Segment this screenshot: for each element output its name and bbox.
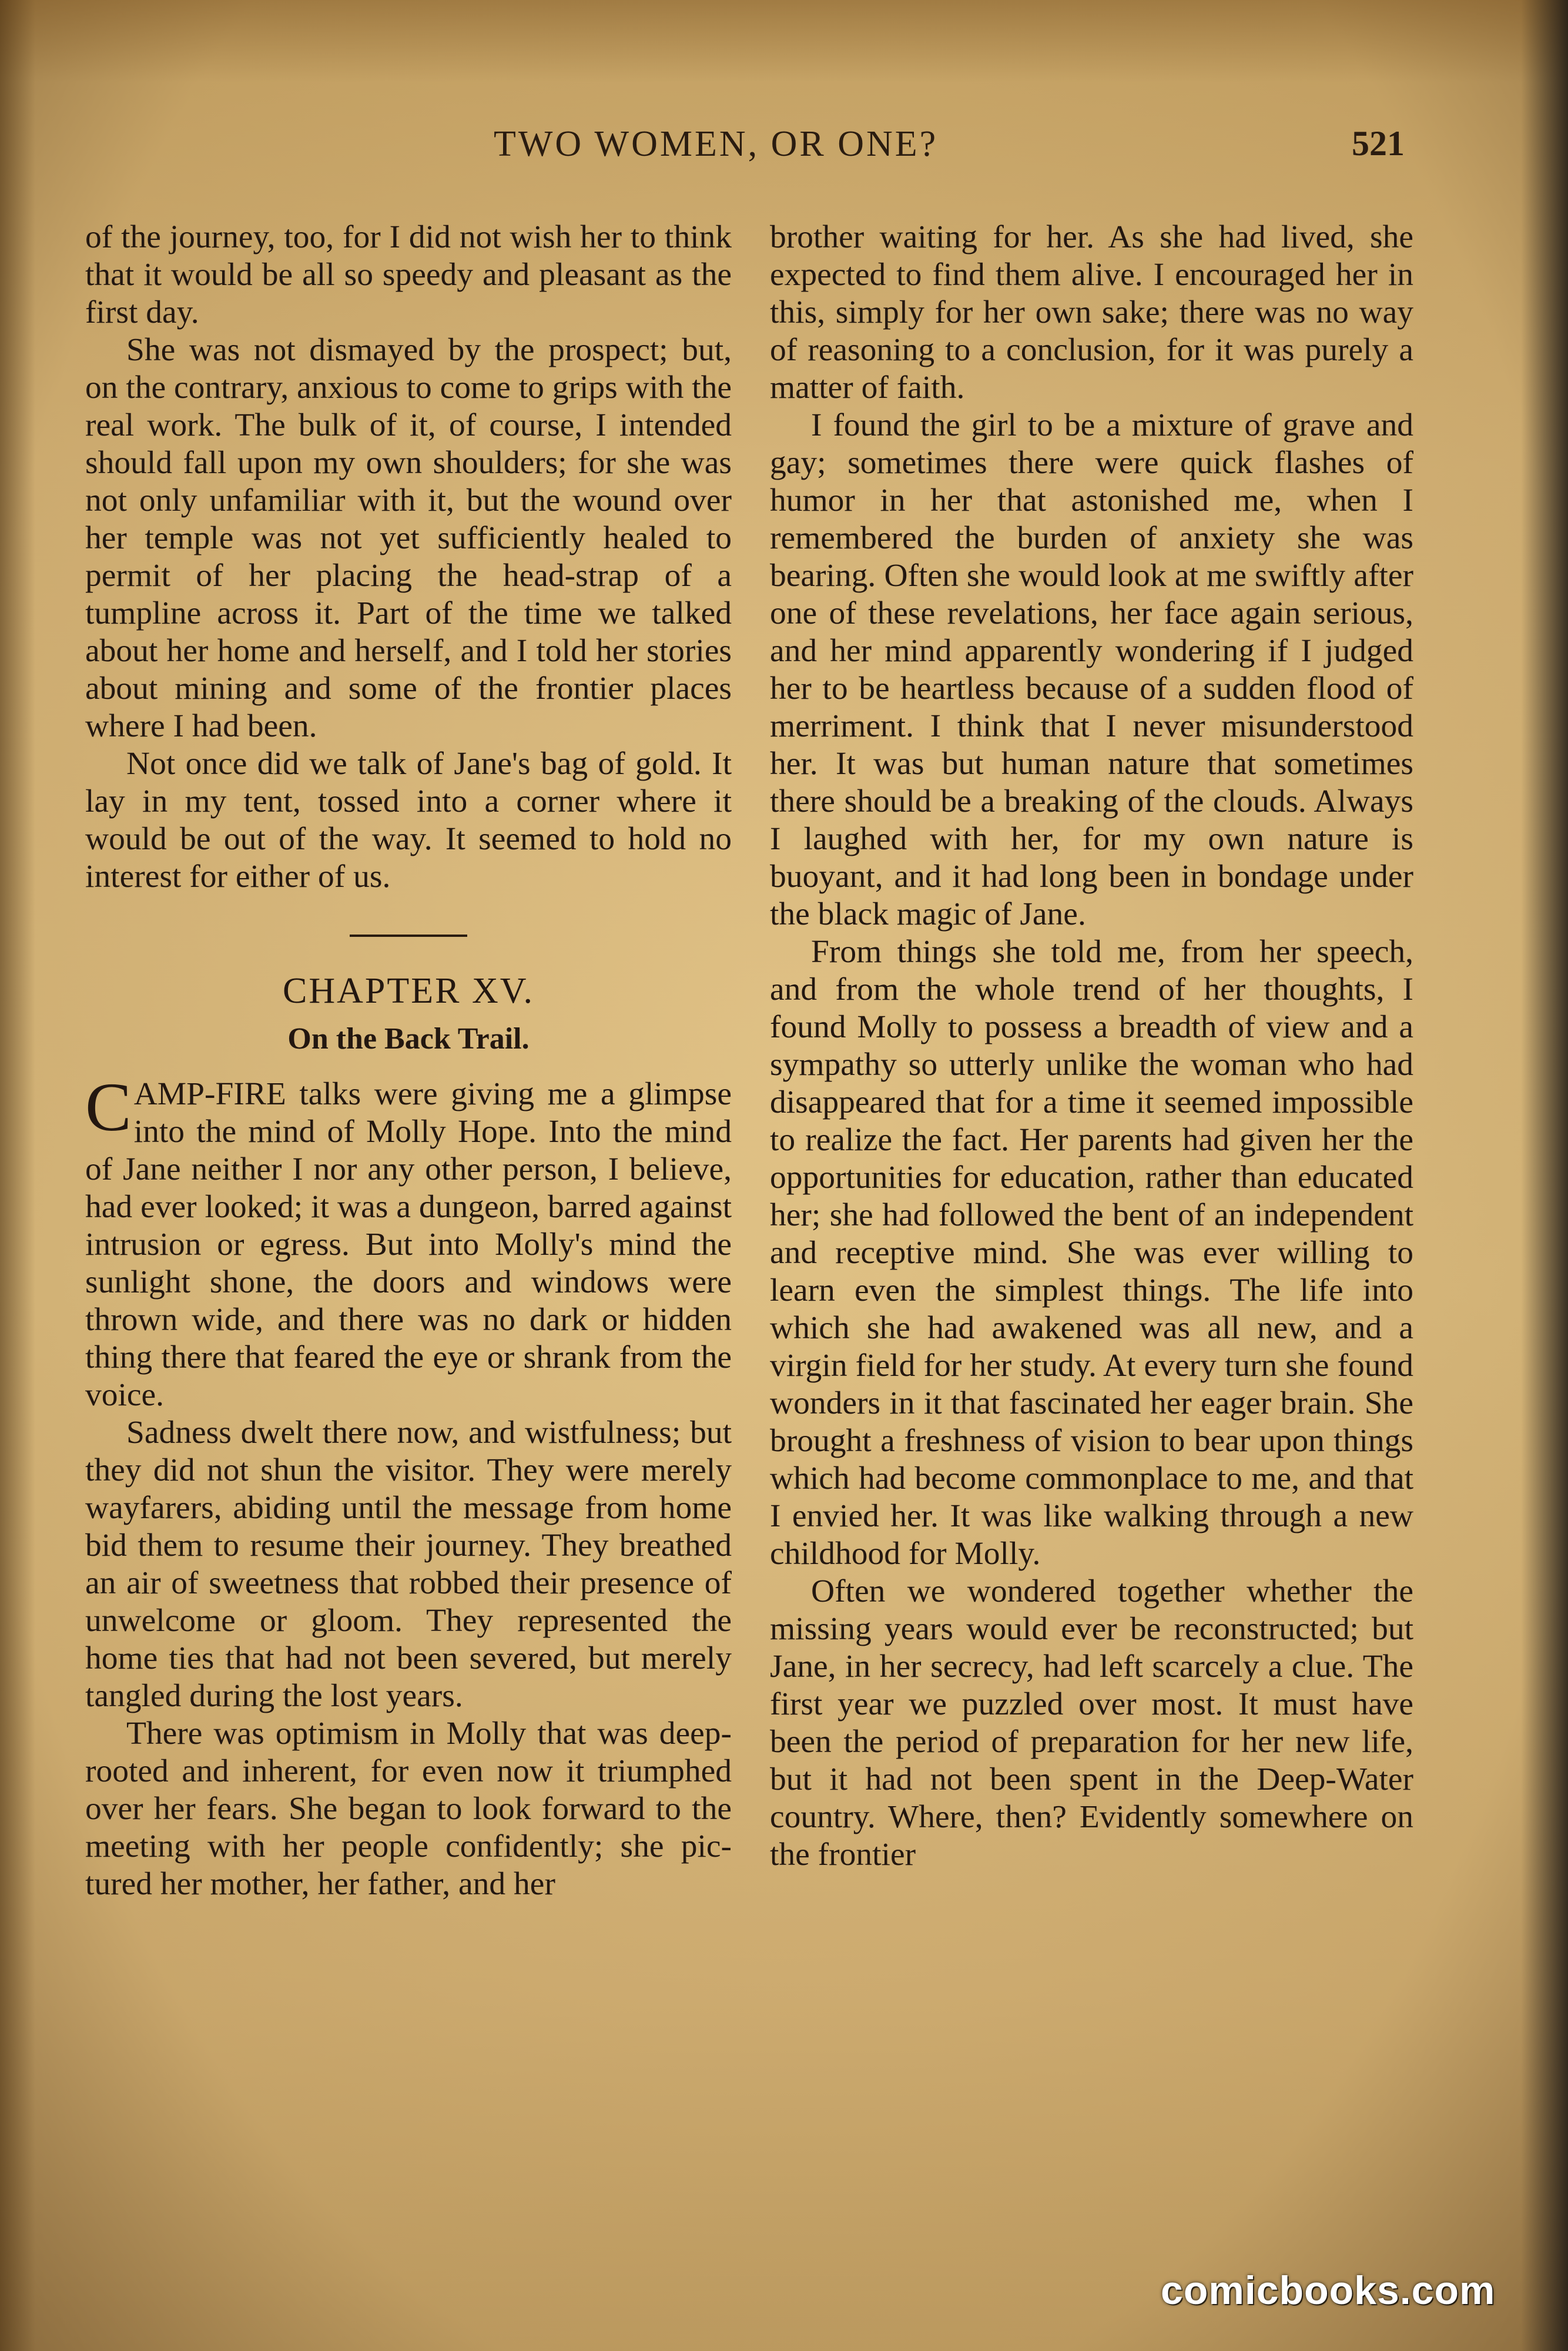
paragraph: Often we wondered together whether the missing years would ever be reconstructed; but Jane, in her secrecy, had left scarcely a clue. The first year we puzzled over most. It must have been the period of preparation for her new life, but it had not been spent in the Deep-Water country. Where, then? Evidently somewhere on the frontier <box>770 1573 1413 1873</box>
drop-cap: C <box>85 1069 132 1146</box>
page-right-binding-shadow <box>1521 0 1568 2351</box>
running-title: TWO WOMEN, OR ONE? <box>494 124 939 164</box>
paragraph-continued: of the journey, too, for I did not wish her to think that it would be all so speedy and pleasant as the first day. <box>85 219 732 330</box>
paragraph: From things she told me, from her speech, and from the whole trend of her thoughts, I found Molly to possess a breadth of view and a sympathy so utterly unlike the woman who had disappeared that for a time it seemed impossible to realize the fact. Her parents had given her the opportunities for education, rather than educated her; she had followed the bent of an independent and receptive mind. She was ever willing to learn even the simplest things. The life into which she had awakened was all new, and a virgin field for her study. At every turn she found wonders in it that fascinated her eager brain. She brought a freshness of vision to bear upon things which had become commonplace to me, and that I envied her. It was like walking through a new childhood for Molly. <box>770 934 1413 1572</box>
chapter-heading: CHAPTER XV. <box>282 971 535 1011</box>
chapter-opening-paragraph <box>85 1069 732 1414</box>
paragraph: Not once did we talk of Jane's bag of gold. It lay in my tent, tossed into a corner where it would be out of the way. It seemed to hold no interest for either of us. <box>85 746 732 895</box>
left-text-column <box>85 219 732 1903</box>
chapter-subtitle: On the Back Trail. <box>287 1022 530 1056</box>
page-top-shading <box>0 0 1568 82</box>
site-watermark: comicbooks.com <box>1161 2268 1496 2313</box>
page-header <box>0 123 1568 182</box>
page-number: 521 <box>1352 124 1405 163</box>
paragraph: She was not dismayed by the prospect; but, on the contrary, anxious to come to grips with the real work. The bulk of it, of course, I intended should fall upon my own shoulders; for she was not only unfamiliar with it, but the wound over her temple was not yet sufficiently healed to permit of her placing the head-strap of a tumpline across it. Part of the time we talked about her home and herself, and I told her stories about mining and some of the frontier places where I had been. <box>85 332 732 744</box>
right-text-column <box>770 219 1413 1874</box>
section-divider-rule <box>350 935 467 937</box>
chapter-opening-text: AMP-FIRE talks were giving me a glimpse into the mind of Molly Hope. Into the mind of Jane neither I nor any other person, I believe, had ever looked; it was a dungeon, barred against intrusion or egress. But into Molly's mind the sunlight shone, the doors and windows were thrown wide, and there was no dark or hidden thing there that feared the eye or shrank from the voice. <box>85 1076 732 1413</box>
paragraph-continued: brother waiting for her. As she had lived, she expected to find them alive. I encouraged her in this, simply for her own sake; there was no way of reasoning to a conclusion, for it was purely a matter of faith. <box>770 219 1413 406</box>
page-left-shading <box>0 0 35 2351</box>
paragraph: I found the girl to be a mixture of grave and gay; sometimes there were quick flashes of humor in her that astonished me, when I remembered the burden of anxiety she was bearing. Often she would look at me swiftly after one of these revelations, her face again serious, and her mind apparently wondering if I judged her to be heartless because of a sudden flood of merriment. I think that I never misunderstood her. It was but human nature that sometimes there should be a breaking of the clouds. Always I laughed with her, for my own nature is buoyant, and it had long been in bondage under the black magic of Jane. <box>770 407 1413 932</box>
paragraph: Sadness dwelt there now, and wistfulness; but they did not shun the visitor. They were merely wayfarers, abiding until the message from home bid them to resume their journey. They breathed an air of sweetness that robbed their presence of unwelcome or gloom. They represented the home ties that had not been severed, but merely tangled during the lost years. <box>85 1415 732 1714</box>
paragraph: There was optimism in Molly that was deep-rooted and inherent, for even now it triumphed over her fears. She began to look forward to the meeting with her people confidently; she pictured her mother, her father, and her <box>85 1716 732 1902</box>
